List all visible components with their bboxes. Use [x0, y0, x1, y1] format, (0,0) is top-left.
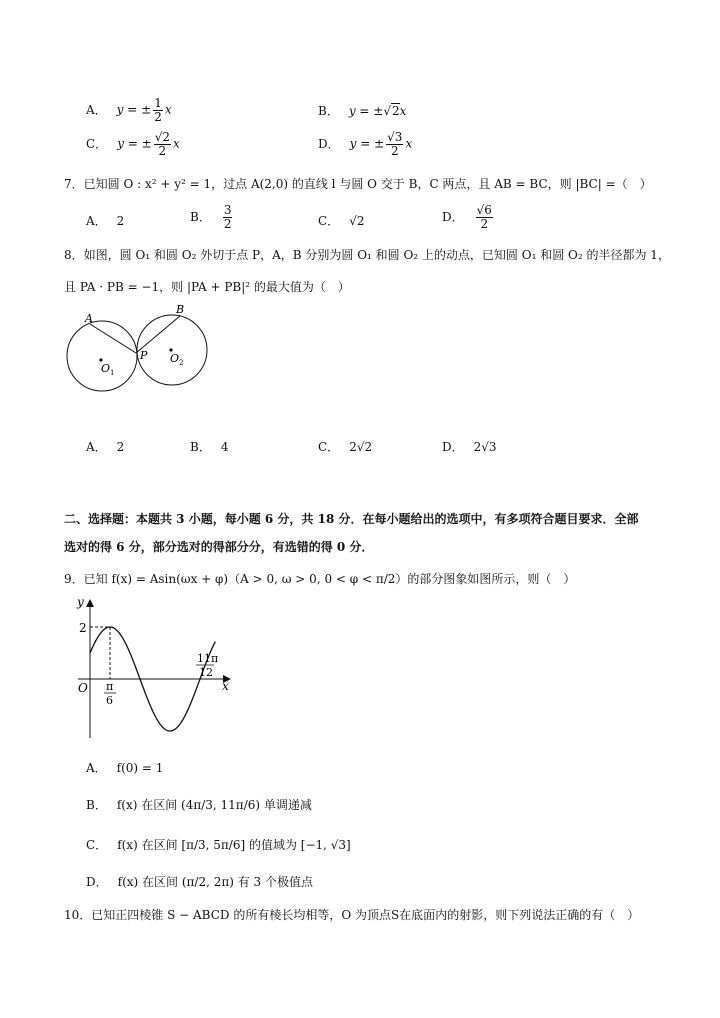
option-label: C．	[318, 440, 340, 454]
q6-option-a[interactable]	[86, 97, 172, 123]
q7-option-b[interactable]	[190, 204, 234, 230]
option-value: 2	[116, 214, 125, 228]
fraction	[386, 131, 403, 157]
option-label: D．	[442, 209, 464, 224]
option-text: f(x) 在区间 [π/3, 5π/6] 的值域为 [−1, √3]	[117, 838, 351, 852]
x-axis-label: x	[222, 679, 229, 693]
option-value: 2√3	[473, 440, 497, 454]
fraction	[154, 131, 171, 157]
option-label: C．	[86, 136, 108, 151]
section2-heading-line1: 二、选择题：本题共 3 小题，每小题 6 分，共 18 分．在每小题给出的选项中，有多项符合题目要求．全部	[64, 512, 639, 526]
option-label: B．	[318, 104, 339, 118]
x1-num: π	[106, 680, 114, 693]
q9-option-d[interactable]	[86, 873, 313, 890]
label-o2: O	[170, 352, 180, 365]
option-label: A．	[86, 214, 107, 228]
section2-heading-line2: 选对的得 6 分，部分选对的得部分分，有选错的得 0 分．	[64, 540, 374, 554]
option-text: f(x) 在区间 (4π/3, 11π/6) 单调递减	[116, 798, 312, 812]
x1-den: 6	[106, 694, 113, 707]
segment-pb	[136, 316, 180, 353]
q6-option-d[interactable]	[318, 131, 412, 157]
option-text: f(0) = 1	[116, 761, 164, 775]
option-label: B．	[190, 209, 211, 224]
option-label: D．	[442, 440, 464, 454]
q9-stem: 9．已知 f(x) = Asin(ωx + φ)（A > 0, ω > 0, 0 < φ < π/2）的部分图象如图所示，则（ ）	[64, 572, 576, 586]
ymax-label: 2	[79, 621, 87, 635]
option-math: y = ±	[116, 102, 152, 117]
label-p: P	[140, 349, 148, 362]
q8-option-d[interactable]	[442, 438, 497, 455]
q7-option-d[interactable]	[442, 204, 495, 230]
option-label: A．	[86, 440, 107, 454]
q8-stem-line2: 且 PA · PB = −1，则 |PA + PB|² 的最大值为（ ）	[64, 280, 350, 294]
option-label: D．	[318, 136, 340, 151]
option-math: x	[164, 102, 172, 117]
q10-stem: 10．已知正四棱锥 S − ABCD 的所有棱长均相等，O 为顶点S在底面内的射影，则下列说法正确的有（ ）	[64, 908, 640, 922]
option-label: C．	[318, 214, 340, 228]
numerator: √3	[387, 130, 403, 144]
option-label: A．	[86, 102, 107, 117]
option-value: 2	[116, 440, 125, 454]
x2-num: 11π	[197, 652, 219, 665]
q7-option-c[interactable]	[318, 212, 364, 229]
option-value: 4	[220, 440, 229, 454]
numerator: 1	[154, 96, 162, 110]
q7-option-a[interactable]	[86, 212, 124, 229]
denominator: 2	[223, 216, 232, 231]
q9-option-a[interactable]	[86, 759, 163, 776]
option-math: y = ±	[349, 136, 385, 151]
option-label: B．	[86, 798, 107, 812]
q7-stem: 7．已知圆 O : x² + y² = 1，过点 A(2,0) 的直线 l 与圆 O 交于 B，C 两点，且 AB = BC，则 |BC| =（ ）	[64, 177, 652, 191]
q9-option-b[interactable]	[86, 796, 312, 813]
denominator: 2	[154, 109, 162, 124]
fraction	[153, 97, 163, 123]
denominator: 2	[390, 143, 399, 158]
radicand: 2	[392, 104, 400, 118]
numerator: √2	[154, 130, 170, 144]
label-b: B	[176, 303, 185, 316]
label-o1-sub: 1	[110, 369, 115, 377]
option-value: √2	[349, 214, 365, 228]
q6-option-b[interactable]	[318, 102, 406, 119]
q9-option-c[interactable]	[86, 836, 351, 853]
x2-den: 12	[199, 666, 213, 679]
y-axis-label: y	[77, 596, 84, 609]
label-a: A	[85, 312, 93, 325]
option-math: x	[173, 136, 180, 151]
option-text: f(x) 在区间 (π/2, 2π) 有 3 个极值点	[117, 875, 313, 889]
option-math: y = ±√	[348, 104, 391, 118]
q8-option-c[interactable]	[318, 438, 372, 455]
q8-stem-line1: 8．如图，圆 O₁ 和圆 O₂ 外切于点 P，A，B 分别为圆 O₁ 和圆 O₂ 上的动点，已知圆 O₁ 和圆 O₂ 的半径都为 1，	[64, 248, 670, 262]
q8-option-a[interactable]	[86, 438, 124, 455]
q9-sine-graph	[70, 596, 240, 746]
q6-option-c[interactable]	[86, 131, 180, 157]
option-math: x	[399, 104, 407, 118]
option-math: x	[405, 136, 413, 151]
numerator: √6	[476, 203, 492, 217]
denominator: 2	[480, 216, 489, 231]
q8-circles-figure	[60, 298, 220, 404]
numerator: 3	[223, 203, 232, 217]
option-label: A．	[86, 761, 107, 775]
fraction	[476, 204, 493, 230]
q8-option-b[interactable]	[190, 438, 228, 455]
segment-pa	[90, 324, 136, 353]
denominator: 2	[158, 143, 167, 158]
option-label: B．	[190, 440, 211, 454]
option-value: 2√2	[349, 440, 373, 454]
option-math: y = ±	[117, 136, 152, 151]
label-o1: O	[101, 362, 111, 375]
option-label: D．	[86, 875, 108, 889]
origin-label: O	[78, 681, 88, 695]
label-o2-sub: 2	[179, 359, 184, 367]
fraction	[223, 204, 233, 230]
option-label: C．	[86, 838, 108, 852]
